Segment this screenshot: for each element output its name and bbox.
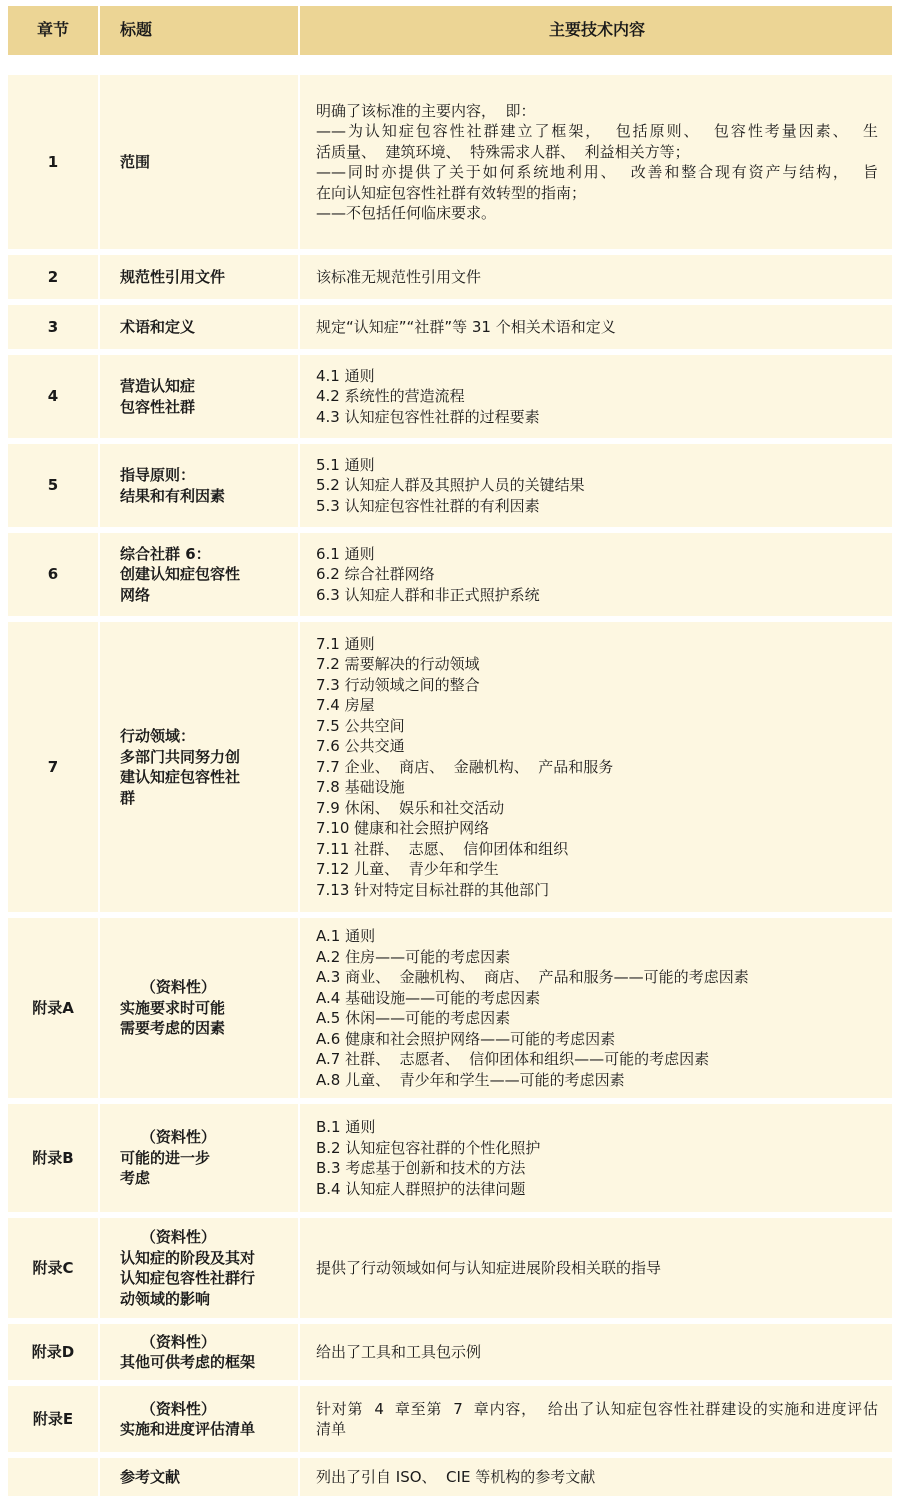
header-content: 主要技术内容 [300,6,892,55]
chapter-title [100,255,298,299]
content-line: A.3 商业、 金融机构、 商店、 产品和服务——可能的考虑因素 [316,968,749,986]
content-line: 7.8 基础设施 [316,778,405,797]
table-row [8,622,892,912]
chapter-number: 3 [8,305,98,349]
chapter-title [100,533,298,616]
content-line: 6.3 认知症人群和非正式照护系统 [316,585,540,604]
content-line: 规定“认知症”“社群”等 31 个相关术语和定义 [316,317,616,336]
title-line: 综合社群 6： [120,544,211,563]
table-row [8,355,892,438]
chapter-title [100,355,298,438]
title-line: 规范性引用文件 [120,267,226,286]
technical-content [300,75,892,249]
title-line: 需要考虑的因素 [120,1019,226,1038]
content-line: 7.1 通则 [316,634,375,653]
technical-content [300,918,892,1098]
table-row [8,1218,892,1318]
content-line: 清单 [316,1420,347,1438]
technical-content [300,255,892,299]
header-chapter: 章节 [8,6,98,55]
content-line: 该标准无规范性引用文件 [316,267,482,286]
chapter-title [100,305,298,349]
title-line: （资料性） [120,1128,216,1147]
table-row [8,255,892,299]
content-line: 列出了引自 ISO、 CIE 等机构的参考文献 [316,1467,596,1486]
chapter-title [100,1104,298,1212]
title-line: 范围 [120,152,151,171]
table-row [8,1458,892,1496]
chapter-number: 附录E [8,1386,98,1452]
content-line: B.2 认知症包容社群的个性化照护 [316,1138,541,1157]
chapter-number: 附录D [8,1324,98,1380]
content-line: 7.13 针对特定目标社群的其他部门 [316,880,550,899]
chapter-title [100,1324,298,1380]
content-line: 针对第 4 章至第 7 章内容， 给出了认知症包容性社群建设的实施和进度评估 [316,1399,878,1418]
title-line: 结果和有利因素 [120,486,226,505]
content-line: 7.4 房屋 [316,696,375,715]
title-line: （资料性） [120,1228,216,1246]
title-line: 动领域的影响 [120,1289,211,1308]
title-line: 参考文献 [120,1467,181,1486]
table-header [8,6,892,55]
content-line: A.1 通则 [316,927,376,945]
content-line: A.6 健康和社会照护网络——可能的考虑因素 [316,1029,616,1048]
technical-content [300,622,892,912]
chapter-number: 5 [8,444,98,527]
content-line: 7.6 公共交通 [316,737,405,756]
chapter-title [100,622,298,912]
table-row [8,305,892,349]
content-line: 7.3 行动领域之间的整合 [316,675,480,694]
title-line: 包容性社群 [120,397,196,416]
content-line: 4.1 通则 [316,366,375,385]
content-line: 5.3 认知症包容性社群的有利因素 [316,496,540,515]
content-line: 5.1 通则 [316,455,375,474]
technical-content [300,355,892,438]
title-line: 网络 [120,585,151,604]
content-line: 4.3 认知症包容性社群的过程要素 [316,407,540,426]
table-row [8,533,892,616]
standard-contents-table [8,6,892,1502]
content-line: 活质量、 建筑环境、 特殊需求人群、 利益相关方等； [316,142,690,161]
content-line: A.2 住房——可能的考虑因素 [316,947,511,966]
technical-content [300,1218,892,1318]
title-line: 创建认知症包容性 [120,565,241,584]
chapter-number: 4 [8,355,98,438]
title-line: 认知症包容性社群行 [120,1269,256,1287]
table-row [8,75,892,249]
table-row [8,444,892,527]
content-line: 7.5 公共空间 [316,716,405,735]
chapter-number: 附录C [8,1218,98,1318]
header-gap [8,61,892,75]
content-line: 7.11 社群、 志愿、 信仰团体和组织 [316,839,569,858]
chapter-number: 6 [8,533,98,616]
table-row [8,918,892,1098]
technical-content [300,1386,892,1452]
title-line: 群 [120,788,136,807]
title-line: 实施和进度评估清单 [120,1420,256,1438]
title-line: 指导原则： [120,466,196,484]
title-line: （资料性） [120,978,216,997]
chapter-number: 7 [8,622,98,912]
technical-content [300,533,892,616]
content-line: ——不包括任何临床要求。 [316,204,497,222]
chapter-title [100,918,298,1098]
chapter-title [100,1218,298,1318]
content-line: A.8 儿童、 青少年和学生——可能的考虑因素 [316,1070,625,1089]
chapter-title [100,444,298,527]
title-line: 建认知症包容性社 [120,768,241,786]
title-line: 行动领域： [120,727,196,745]
content-line: 7.12 儿童、 青少年和学生 [316,860,499,879]
title-line: 营造认知症 [120,377,196,395]
technical-content [300,305,892,349]
chapter-title [100,1458,298,1496]
content-line: 提供了行动领域如何与认知症进展阶段相关联的指导 [316,1258,662,1277]
content-line: 4.2 系统性的营造流程 [316,387,465,406]
content-line: 6.1 通则 [316,544,375,563]
title-line: 考虑 [120,1169,151,1188]
table-row [8,1104,892,1212]
chapter-number: 1 [8,75,98,249]
content-line: 7.7 企业、 商店、 金融机构、 产品和服务 [316,757,614,776]
table-row [8,1386,892,1452]
title-line: 多部门共同努力创 [120,747,241,766]
title-line: 实施要求时可能 [120,998,226,1017]
header-title: 标题 [100,6,298,55]
title-line: 可能的进一步 [120,1148,211,1167]
content-line: B.4 认知症人群照护的法律问题 [316,1179,526,1198]
content-line: A.4 基础设施——可能的考虑因素 [316,988,541,1007]
chapter-number [8,1458,98,1496]
content-line: 6.2 综合社群网络 [316,565,435,584]
technical-content [300,444,892,527]
content-line: 7.2 需要解决的行动领域 [316,655,480,674]
table-row [8,1324,892,1380]
content-line: 7.9 休闲、 娱乐和社交活动 [316,798,505,817]
title-line: 认知症的阶段及其对 [120,1248,256,1267]
content-line: 给出了工具和工具包示例 [316,1342,482,1361]
content-line: 在向认知症包容性社群有效转型的指南； [316,183,587,202]
technical-content [300,1324,892,1380]
content-line: A.5 休闲——可能的考虑因素 [316,1009,511,1027]
title-line: 其他可供考虑的框架 [120,1353,256,1371]
technical-content [300,1458,892,1496]
title-line: 术语和定义 [120,317,196,336]
content-line: A.7 社群、 志愿者、 信仰团体和组织——可能的考虑因素 [316,1050,710,1068]
technical-content [300,1104,892,1212]
title-line: （资料性） [120,1332,216,1351]
chapter-title [100,1386,298,1452]
chapter-number: 附录B [8,1104,98,1212]
content-line: ——同时亦提供了关于如何系统地利用、 改善和整合现有资产与结构， 旨 [316,163,878,181]
chapter-title [100,75,298,249]
chapter-number: 附录A [8,918,98,1098]
chapter-number: 2 [8,255,98,299]
content-line: ——为认知症包容性社群建立了框架， 包括原则、 包容性考量因素、 生 [316,122,878,140]
content-line: B.1 通则 [316,1118,376,1136]
content-line: B.3 考虑基于创新和技术的方法 [316,1159,526,1177]
content-line: 明确了该标准的主要内容， 即： [316,101,536,120]
content-line: 5.2 认知症人群及其照护人员的关键结果 [316,476,585,495]
content-line: 7.10 健康和社会照护网络 [316,819,490,838]
title-line: （资料性） [120,1399,216,1418]
